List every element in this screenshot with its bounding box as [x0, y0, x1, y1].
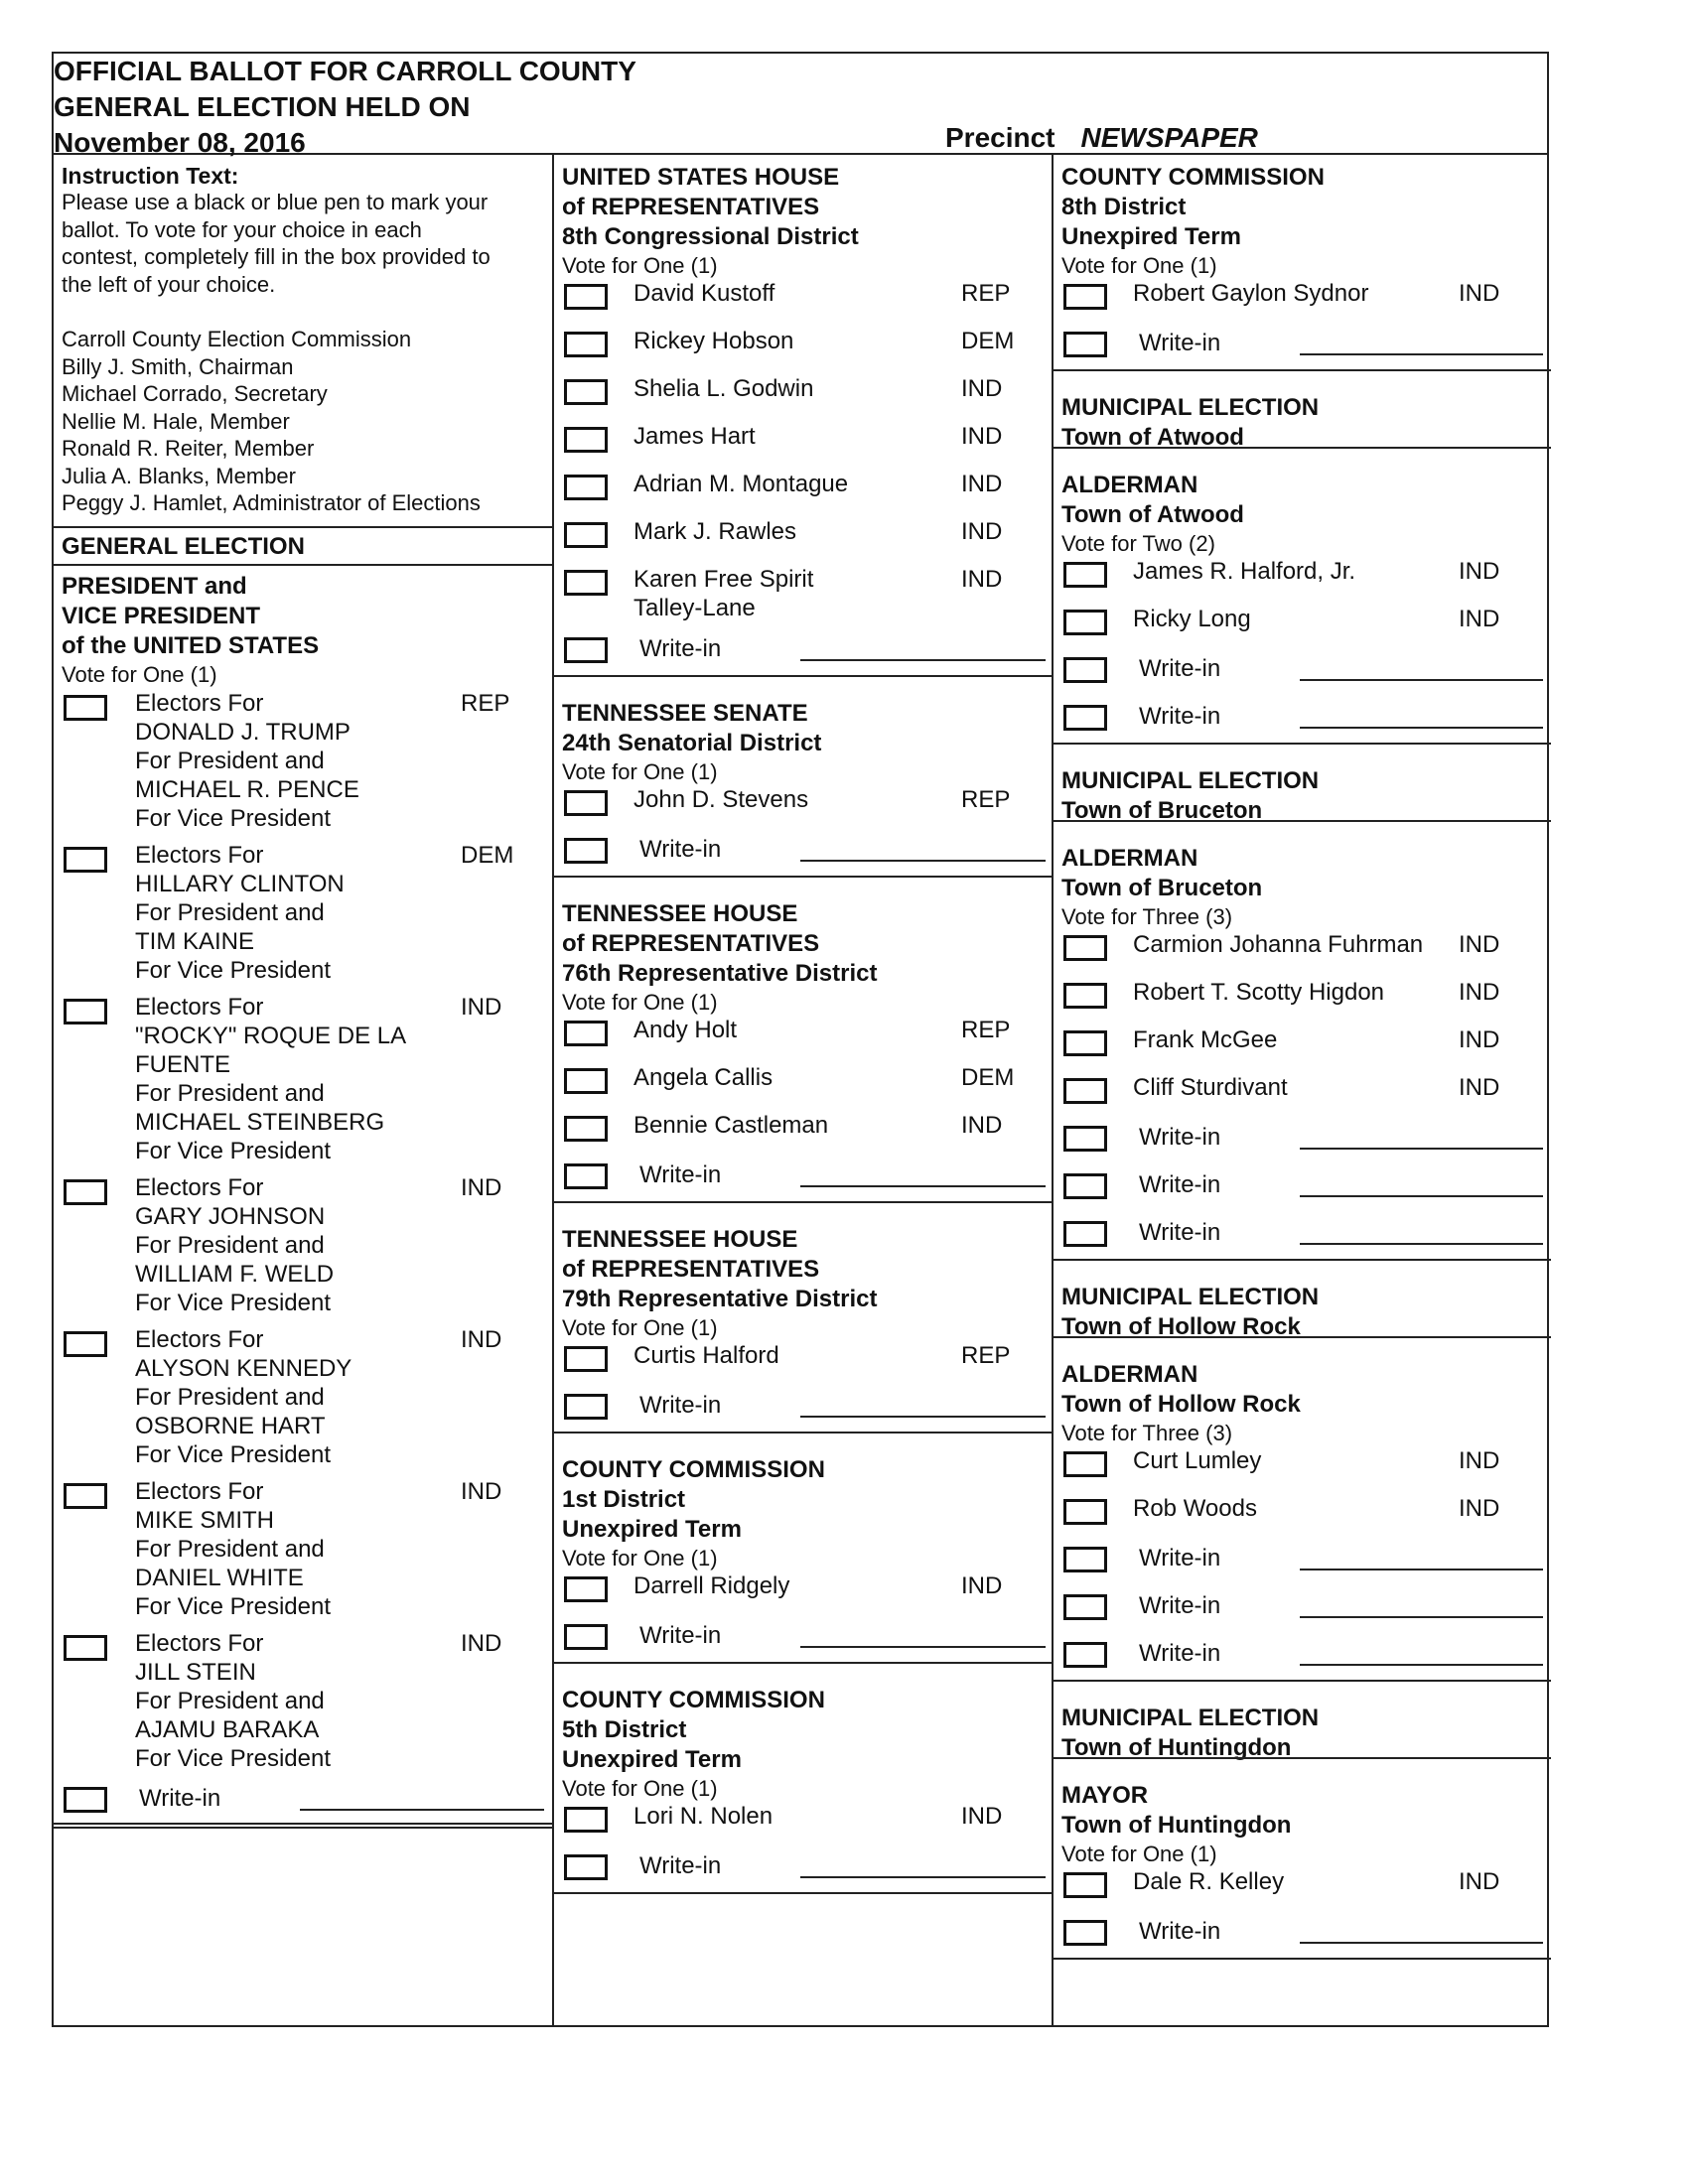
vote-checkbox[interactable] [564, 1854, 608, 1880]
candidate-name: Adrian M. Montague [633, 471, 849, 497]
contest-title: Unexpired Term [1061, 223, 1241, 250]
write-in-label: Write-in [1139, 1592, 1221, 1619]
candidate-name: Robert T. Scotty Higdon [1133, 979, 1385, 1006]
write-in-line[interactable] [1300, 1664, 1543, 1666]
instruction-heading: Instruction Text: [62, 163, 239, 189]
divider [54, 564, 552, 566]
contest-title: MUNICIPAL ELECTION [1061, 1705, 1320, 1731]
candidate-name-line: GARY JOHNSON [135, 1203, 326, 1230]
candidate-name-line: TIM KAINE [135, 928, 255, 955]
divider [554, 876, 1054, 878]
vote-checkbox[interactable] [564, 379, 608, 405]
candidate-name: Darrell Ridgely [633, 1572, 790, 1599]
candidate-name-line: FUENTE [135, 1051, 230, 1078]
candidate-name: Lori N. Nolen [633, 1803, 774, 1830]
vote-for: Vote for One (1) [562, 1546, 718, 1570]
contest-title: Town of Atwood [1061, 501, 1244, 528]
vote-for: Vote for One (1) [562, 990, 718, 1015]
contest-title: 5th District [562, 1716, 687, 1743]
candidate-name-line: For Vice President [135, 1593, 331, 1620]
contest-title: PRESIDENT and [62, 573, 247, 600]
commission-member: Carroll County Election Commission [62, 327, 412, 351]
contest-title: Town of Hollow Rock [1061, 1313, 1301, 1340]
candidate-name: John D. Stevens [633, 786, 809, 813]
vote-checkbox[interactable] [564, 332, 608, 357]
candidate-name-line: Electors For [135, 1326, 264, 1353]
contest-title: TENNESSEE HOUSE [562, 900, 798, 927]
contest-title: 8th District [1061, 194, 1187, 220]
candidate-name: Shelia L. Godwin [633, 375, 814, 402]
candidate-name-line: HILLARY CLINTON [135, 871, 345, 897]
vote-checkbox[interactable] [564, 1807, 608, 1833]
contest-title: 79th Representative District [562, 1286, 878, 1312]
candidate-name-line2: Talley-Lane [633, 595, 756, 621]
candidate-party: IND [1459, 1074, 1500, 1101]
vote-checkbox[interactable] [564, 637, 608, 663]
write-in-line[interactable] [1300, 1616, 1543, 1618]
vote-for: Vote for One (1) [562, 1776, 718, 1801]
contest-title: Town of Huntingdon [1061, 1734, 1292, 1761]
candidate-party: IND [961, 1112, 1003, 1139]
candidate-party: IND [461, 1630, 502, 1657]
vote-checkbox[interactable] [564, 475, 608, 500]
candidate-party: REP [961, 1017, 1011, 1043]
candidate-name-line: ALYSON KENNEDY [135, 1355, 352, 1382]
divider [1054, 447, 1551, 449]
vote-for: Vote for One (1) [562, 253, 718, 278]
candidate-party: IND [961, 566, 1003, 593]
contest-title: of the UNITED STATES [62, 632, 320, 659]
write-in-line[interactable] [1300, 1195, 1543, 1197]
candidate-party: IND [1459, 1447, 1500, 1474]
vote-checkbox[interactable] [64, 1787, 107, 1813]
candidate-name-line: For President and [135, 1688, 325, 1714]
vote-checkbox[interactable] [64, 999, 107, 1024]
write-in-line[interactable] [1300, 1942, 1543, 1944]
divider [54, 1827, 552, 1829]
contest-title: TENNESSEE HOUSE [562, 1226, 798, 1253]
vote-checkbox[interactable] [564, 284, 608, 310]
vote-checkbox[interactable] [1063, 1451, 1107, 1477]
write-in-label: Write-in [1139, 1545, 1221, 1571]
contest-title: Town of Bruceton [1061, 797, 1263, 824]
vote-checkbox[interactable] [1063, 284, 1107, 310]
candidate-party: IND [1459, 1868, 1500, 1895]
candidate-name-line: Electors For [135, 994, 264, 1021]
write-in-label: Write-in [639, 1622, 722, 1649]
write-in-label: Write-in [639, 1392, 722, 1419]
candidate-name: Rob Woods [1133, 1495, 1257, 1522]
commission-member: Ronald R. Reiter, Member [62, 436, 315, 461]
write-in-line[interactable] [1300, 353, 1543, 355]
write-in-line[interactable] [1300, 1243, 1543, 1245]
vote-checkbox[interactable] [564, 1163, 608, 1189]
column-3 [1052, 155, 1549, 2025]
vote-checkbox[interactable] [564, 1068, 608, 1094]
write-in-label: Write-in [639, 1852, 722, 1879]
candidate-party: DEM [461, 842, 514, 869]
write-in-line[interactable] [800, 860, 1046, 862]
candidate-party: IND [1459, 606, 1500, 632]
commission-member: Peggy J. Hamlet, Administrator of Elections [62, 490, 481, 515]
contest-title: of REPRESENTATIVES [562, 194, 820, 220]
candidate-party: IND [961, 1572, 1003, 1599]
contest-title: 1st District [562, 1486, 686, 1513]
candidate-name: Rickey Hobson [633, 328, 794, 354]
vote-checkbox[interactable] [1063, 1872, 1107, 1898]
vote-for: Vote for One (1) [1061, 253, 1217, 278]
candidate-name-line: For President and [135, 899, 325, 926]
vote-checkbox[interactable] [1063, 1173, 1107, 1199]
candidate-name: David Kustoff [633, 280, 775, 307]
candidate-party: DEM [961, 1064, 1015, 1091]
ballot-title-line2: GENERAL ELECTION HELD ON [54, 91, 471, 122]
commission-member: Julia A. Blanks, Member [62, 463, 296, 488]
vote-checkbox[interactable] [64, 1483, 107, 1509]
write-in-label: Write-in [639, 1161, 722, 1188]
instruction-text: contest, completely fill in the box provided to [62, 244, 491, 269]
contest-title: Unexpired Term [562, 1516, 742, 1543]
write-in-line[interactable] [800, 1646, 1046, 1648]
write-in-line[interactable] [800, 1876, 1046, 1878]
ballot [52, 52, 1549, 2027]
vote-checkbox[interactable] [1063, 657, 1107, 683]
divider [554, 1432, 1054, 1433]
instruction-text: ballot. To vote for your choice in each [62, 216, 422, 242]
candidate-party: IND [961, 1803, 1003, 1830]
commission-member: Nellie M. Hale, Member [62, 408, 290, 434]
divider [1054, 820, 1551, 822]
candidate-name-line: For President and [135, 1536, 325, 1563]
vote-for: Vote for Three (3) [1061, 904, 1233, 929]
candidate-name-line: MICHAEL R. PENCE [135, 776, 359, 803]
vote-checkbox[interactable] [1063, 1030, 1107, 1056]
instruction-text: Please use a black or blue pen to mark your [62, 190, 489, 214]
candidate-name-line: For Vice President [135, 1290, 331, 1316]
divider [554, 1662, 1054, 1664]
vote-for: Vote for Two (2) [1061, 531, 1215, 556]
candidate-party: IND [961, 518, 1003, 545]
candidate-name: Dale R. Kelley [1133, 1868, 1285, 1895]
contest-title: ALDERMAN [1061, 845, 1198, 872]
divider [54, 1823, 552, 1825]
write-in-label: Write-in [1139, 330, 1221, 356]
write-in-label: Write-in [139, 1785, 221, 1812]
write-in-line[interactable] [1300, 727, 1543, 729]
contest-title: MUNICIPAL ELECTION [1061, 394, 1320, 421]
candidate-name: Andy Holt [633, 1017, 738, 1043]
candidate-name-line: For Vice President [135, 1138, 331, 1164]
candidate-name-line: Electors For [135, 842, 264, 869]
vote-checkbox[interactable] [564, 790, 608, 816]
contest-title: Town of Bruceton [1061, 875, 1263, 901]
candidate-name: Angela Callis [633, 1064, 774, 1091]
vote-checkbox[interactable] [64, 847, 107, 873]
contest-title: COUNTY COMMISSION [1061, 164, 1325, 191]
candidate-name: Bennie Castleman [633, 1112, 829, 1139]
candidate-name-line: MIKE SMITH [135, 1507, 275, 1534]
vote-checkbox[interactable] [564, 1624, 608, 1650]
divider [1054, 1958, 1551, 1960]
contest-title: Unexpired Term [562, 1746, 742, 1773]
vote-checkbox[interactable] [64, 1331, 107, 1357]
candidate-party: DEM [961, 328, 1015, 354]
candidate-name-line: OSBORNE HART [135, 1413, 326, 1439]
write-in-line[interactable] [1300, 1148, 1543, 1150]
write-in-label: Write-in [1139, 1640, 1221, 1667]
candidate-name-line: For Vice President [135, 1745, 331, 1772]
vote-checkbox[interactable] [1063, 1594, 1107, 1620]
candidate-name-line: For President and [135, 1080, 325, 1107]
candidate-name-line: For Vice President [135, 1441, 331, 1468]
ballot-header [54, 54, 1547, 158]
write-in-label: Write-in [1139, 1918, 1221, 1945]
vote-for: Vote for One (1) [562, 759, 718, 784]
vote-checkbox[interactable] [564, 570, 608, 596]
candidate-party: IND [1459, 280, 1500, 307]
general-election-heading: GENERAL ELECTION [62, 533, 305, 560]
contest-title: Town of Huntingdon [1061, 1812, 1292, 1839]
contest-title: TENNESSEE SENATE [562, 700, 808, 727]
divider [554, 1201, 1054, 1203]
vote-checkbox[interactable] [564, 1116, 608, 1142]
write-in-label: Write-in [639, 635, 722, 662]
candidate-party: IND [961, 471, 1003, 497]
candidate-name-line: DONALD J. TRUMP [135, 719, 351, 746]
vote-for: Vote for One (1) [562, 1315, 718, 1340]
precinct [945, 121, 1258, 155]
contest-title: of REPRESENTATIVES [562, 930, 820, 957]
candidate-name: Mark J. Rawles [633, 518, 797, 545]
vote-checkbox[interactable] [1063, 332, 1107, 357]
column-2 [552, 155, 1052, 2025]
ballot-title-line1: OFFICIAL BALLOT FOR CARROLL COUNTY [54, 56, 636, 86]
contest-title: COUNTY COMMISSION [562, 1456, 825, 1483]
vote-checkbox[interactable] [1063, 610, 1107, 635]
candidate-name: James Hart [633, 423, 756, 450]
instruction-text: the left of your choice. [62, 271, 276, 297]
candidate-name: Robert Gaylon Sydnor [1133, 280, 1369, 307]
candidate-name-line: For President and [135, 748, 325, 774]
candidate-name-line: Electors For [135, 1174, 264, 1201]
divider [554, 675, 1054, 677]
candidate-name: Frank McGee [1133, 1026, 1278, 1053]
candidate-party: IND [961, 423, 1003, 450]
contest-title: Town of Hollow Rock [1061, 1391, 1301, 1418]
vote-checkbox[interactable] [1063, 983, 1107, 1009]
divider [1054, 1757, 1551, 1759]
vote-checkbox[interactable] [564, 1394, 608, 1420]
write-in-label: Write-in [1139, 1124, 1221, 1151]
candidate-party: IND [461, 994, 502, 1021]
candidate-party: IND [461, 1174, 502, 1201]
contest-title: VICE PRESIDENT [62, 603, 261, 629]
divider [1054, 369, 1551, 371]
candidate-name-line: Electors For [135, 690, 264, 717]
write-in-label: Write-in [1139, 655, 1221, 682]
vote-checkbox[interactable] [1063, 1920, 1107, 1946]
contest-title: MAYOR [1061, 1782, 1149, 1809]
divider [54, 526, 552, 528]
vote-checkbox[interactable] [1063, 1126, 1107, 1152]
candidate-party: REP [961, 786, 1011, 813]
write-in-label: Write-in [1139, 1219, 1221, 1246]
candidate-name-line: Electors For [135, 1478, 264, 1505]
vote-checkbox[interactable] [1063, 1221, 1107, 1247]
vote-for: Vote for One (1) [62, 662, 217, 687]
vote-checkbox[interactable] [64, 1635, 107, 1661]
candidate-name-line: WILLIAM F. WELD [135, 1261, 335, 1288]
vote-checkbox[interactable] [1063, 935, 1107, 961]
vote-checkbox[interactable] [1063, 1547, 1107, 1572]
divider [554, 1892, 1054, 1894]
precinct-label: Precinct [945, 122, 1055, 153]
vote-checkbox[interactable] [64, 695, 107, 721]
candidate-name: Curtis Halford [633, 1342, 779, 1369]
vote-checkbox[interactable] [564, 1346, 608, 1372]
write-in-label: Write-in [1139, 1171, 1221, 1198]
vote-checkbox[interactable] [1063, 1642, 1107, 1668]
contest-title: 8th Congressional District [562, 223, 859, 250]
vote-for: Vote for Three (3) [1061, 1421, 1233, 1445]
contest-title: Town of Atwood [1061, 424, 1244, 451]
candidate-party: REP [461, 690, 510, 717]
write-in-line[interactable] [800, 1185, 1046, 1187]
candidate-party: IND [961, 375, 1003, 402]
candidate-name-line: For President and [135, 1232, 325, 1259]
vote-checkbox[interactable] [1063, 1078, 1107, 1104]
election-date: November 08, 2016 [54, 127, 306, 158]
candidate-name-line: Electors For [135, 1630, 264, 1657]
candidate-name-line: For President and [135, 1384, 325, 1411]
write-in-line[interactable] [800, 659, 1046, 661]
candidate-name-line: JILL STEIN [135, 1659, 256, 1686]
vote-for: Vote for One (1) [1061, 1842, 1217, 1866]
candidate-name: Carmion Johanna Fuhrman [1133, 931, 1424, 958]
contest-title: MUNICIPAL ELECTION [1061, 1284, 1320, 1310]
candidate-party: IND [1459, 979, 1500, 1006]
write-in-line[interactable] [300, 1809, 544, 1811]
candidate-party: IND [461, 1478, 502, 1505]
vote-checkbox[interactable] [564, 522, 608, 548]
write-in-line[interactable] [800, 1416, 1046, 1418]
candidate-name-line: For Vice President [135, 805, 331, 832]
vote-checkbox[interactable] [564, 838, 608, 864]
divider [1054, 1336, 1551, 1338]
candidate-name: Curt Lumley [1133, 1447, 1262, 1474]
contest-title: UNITED STATES HOUSE [562, 164, 840, 191]
candidate-name-line: AJAMU BARAKA [135, 1716, 320, 1743]
candidate-party: IND [461, 1326, 502, 1353]
vote-checkbox[interactable] [1063, 562, 1107, 588]
candidate-party: IND [1459, 1495, 1500, 1522]
write-in-label: Write-in [1139, 703, 1221, 730]
vote-checkbox[interactable] [1063, 1499, 1107, 1525]
divider [1054, 743, 1551, 745]
contest-title: 24th Senatorial District [562, 730, 822, 756]
candidate-name-line: DANIEL WHITE [135, 1565, 304, 1591]
contest-title: ALDERMAN [1061, 1361, 1198, 1388]
candidate-party: REP [961, 1342, 1011, 1369]
vote-checkbox[interactable] [1063, 705, 1107, 731]
candidate-name-line: MICHAEL STEINBERG [135, 1109, 385, 1136]
commission-member: Billy J. Smith, Chairman [62, 353, 294, 379]
vote-checkbox[interactable] [564, 427, 608, 453]
precinct-value: NEWSPAPER [1080, 122, 1258, 153]
write-in-line[interactable] [1300, 679, 1543, 681]
candidate-party: IND [1459, 931, 1500, 958]
contest-title: 76th Representative District [562, 960, 878, 987]
write-in-line[interactable] [1300, 1569, 1543, 1570]
candidate-name: James R. Halford, Jr. [1133, 558, 1356, 585]
vote-checkbox[interactable] [564, 1576, 608, 1602]
candidate-party: IND [1459, 558, 1500, 585]
commission-member: Michael Corrado, Secretary [62, 381, 328, 406]
write-in-label: Write-in [639, 836, 722, 863]
candidate-name: Ricky Long [1133, 606, 1251, 632]
candidate-party: REP [961, 280, 1011, 307]
vote-checkbox[interactable] [564, 1021, 608, 1046]
candidate-name-line: "ROCKY" ROQUE DE LA [135, 1023, 407, 1049]
contest-title: ALDERMAN [1061, 472, 1198, 498]
divider [1054, 1680, 1551, 1682]
candidate-party: IND [1459, 1026, 1500, 1053]
contest-title: of REPRESENTATIVES [562, 1256, 820, 1283]
vote-checkbox[interactable] [64, 1179, 107, 1205]
column-1 [54, 155, 552, 2025]
divider [1054, 1259, 1551, 1261]
candidate-name: Cliff Sturdivant [1133, 1074, 1288, 1101]
contest-title: COUNTY COMMISSION [562, 1687, 825, 1713]
contest-title: MUNICIPAL ELECTION [1061, 767, 1320, 794]
candidate-name-line: For Vice President [135, 957, 331, 984]
candidate-name: Karen Free Spirit [633, 566, 814, 593]
